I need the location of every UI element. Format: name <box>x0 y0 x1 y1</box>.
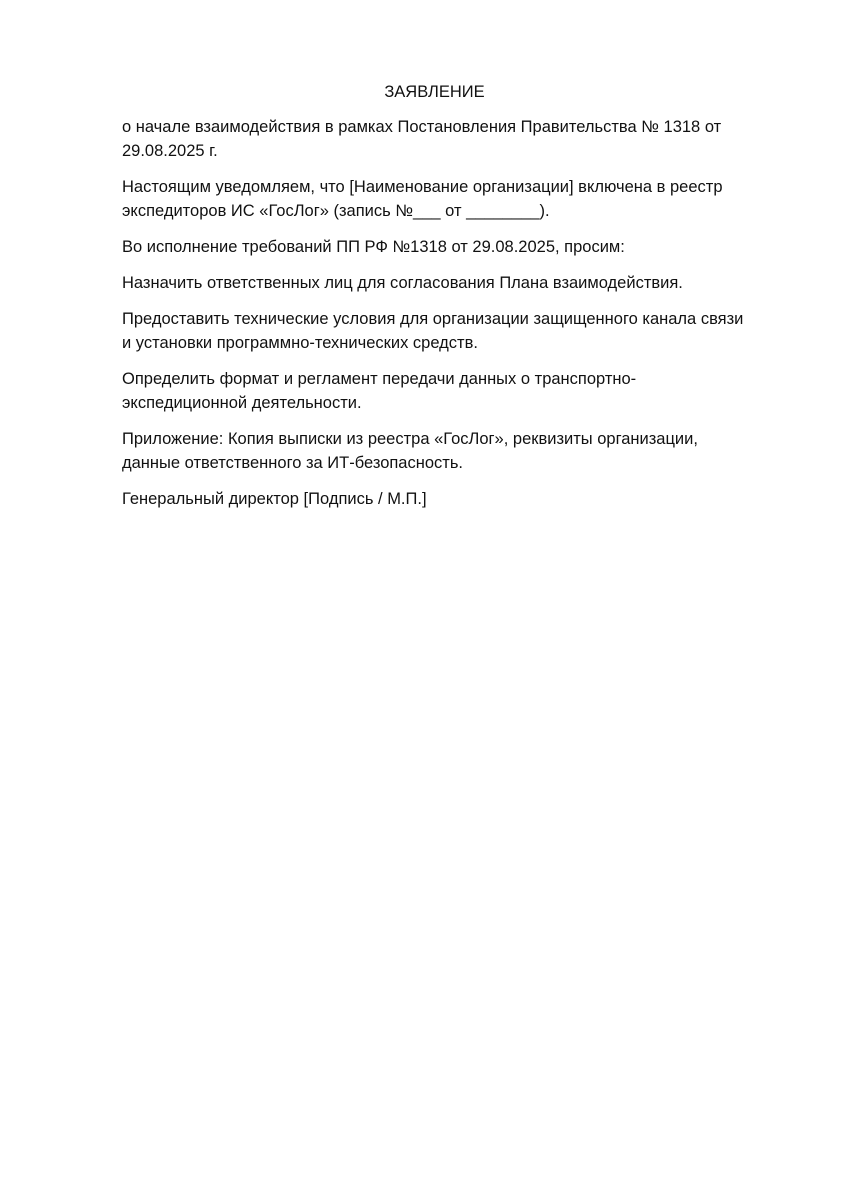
document-body <box>122 80 752 523</box>
paragraph-request-item-1: Назначить ответственных лиц для согласования Плана взаимодействия. <box>122 274 683 292</box>
paragraph-notice: Настоящим уведомляем, что [Наименование организации] включена в реестр экспедиторов ИС «ГосЛог» (запись №___ от ________). <box>122 178 723 220</box>
signature-line: Генеральный директор [Подпись / М.П.] <box>122 490 427 508</box>
paragraph-request-item-3: Определить формат и регламент передачи данных о транспортно-экспедиционной деятельности. <box>122 370 637 412</box>
document-subtitle: о начале взаимодействия в рамках Постановления Правительства № 1318 от 29.08.2025 г. <box>122 118 722 160</box>
paragraph-attachment: Приложение: Копия выписки из реестра «ГосЛог», реквизиты организации, данные ответственного за ИТ-безопасность. <box>122 430 698 472</box>
paragraph-request-item-2: Предоставить технические условия для организации защищенного канала связи и установки программно-технических средств. <box>122 310 744 352</box>
paragraph-request-intro: Во исполнение требований ПП РФ №1318 от 29.08.2025, просим: <box>122 238 625 256</box>
document-title: ЗАЯВЛЕНИЕ <box>384 83 485 101</box>
